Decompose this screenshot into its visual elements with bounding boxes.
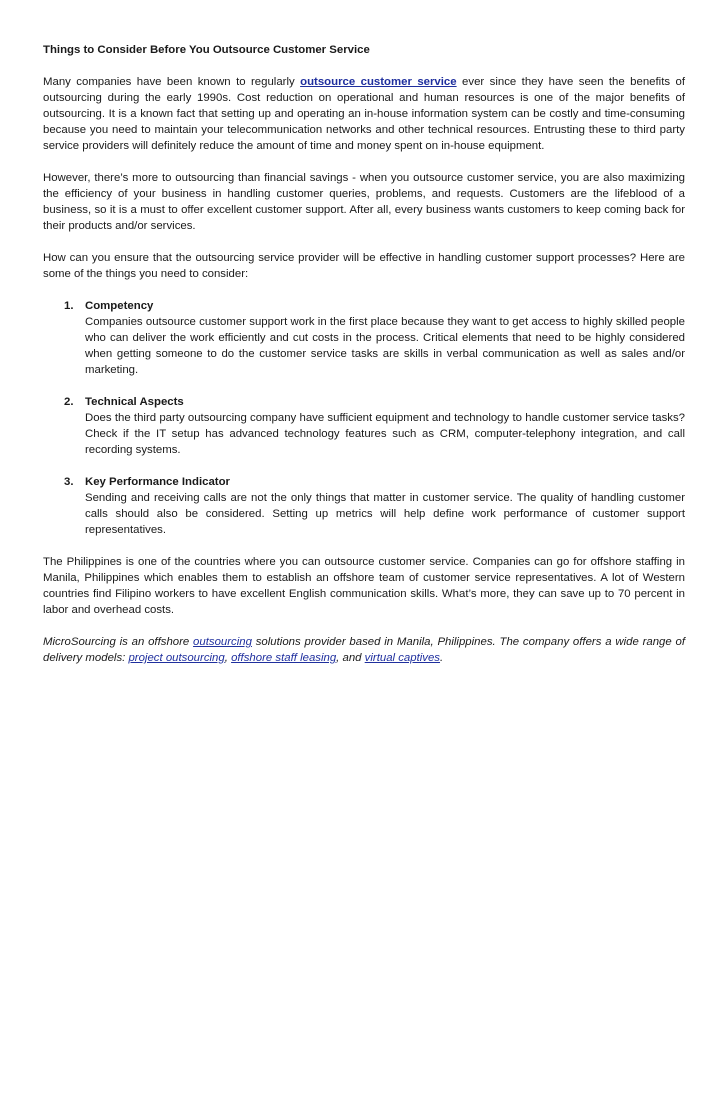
closing-end: . — [440, 652, 444, 664]
savings-paragraph: However, there’s more to outsourcing than financial savings - when you outsource customer service, you are also maximizing the efficiency of your business in handling customer queries, problems, and requests. Customers are the lifeblood of a business, so it is a must to offer excellent customer support. After all, every business wants customers to keep coming back for their products and/or services. — [43, 172, 685, 232]
considerations-list — [43, 298, 685, 538]
list-item-title: Key Performance Indicator — [85, 476, 230, 488]
page-title: Things to Consider Before You Outsource Customer Service — [43, 44, 370, 56]
list-item-body: Sending and receiving calls are not the only things that matter in customer service. The quality of handling customer calls should also be considered. Setting up metrics will help define work performance of customer support representatives. — [85, 492, 685, 536]
intro-text-after: ever since they have seen the benefits of outsourcing during the early 1990s. Cost reduction on operational and human resources is one of the major benefits of outsourcing. It is a known fact that setting up and operating an in-house information system can be costly and time-consuming because you need to maintain your telecommunication networks and other technical resources. Entrusting these to third party service providers will definitely reduce the amount of time and money spent on in-house equipment. — [43, 76, 685, 152]
closing-text-1: MicroSourcing is an offshore — [43, 636, 194, 648]
list-item-body: Does the third party outsourcing company have sufficient equipment and technology to handle customer service tasks? Check if the IT setup has advanced technology features such as CRM, computer-telephony integration, and call recording systems. — [85, 412, 685, 456]
list-item-number: 2. — [64, 396, 74, 408]
question-paragraph: How can you ensure that the outsourcing service provider will be effective in handling customer support processes? Here are some of the things you need to consider: — [43, 252, 685, 280]
list-item-body: Companies outsource customer support work in the first place because they want to get access to highly skilled people who can deliver the work efficiently and cut costs in the process. Critical elements that need to be highly considered when getting someone to do the customer service tasks are skills in verbal communication as well as sales and/or marketing. — [85, 316, 685, 376]
list-item-technical-aspects — [43, 394, 685, 458]
closing-paragraph — [43, 634, 685, 666]
document-page — [43, 42, 685, 682]
outsourcing-link[interactable]: outsourcing — [193, 636, 252, 648]
list-item-kpi — [43, 474, 685, 538]
virtual-captives-link[interactable]: virtual captives — [364, 652, 441, 664]
list-item-title: Competency — [85, 300, 154, 312]
list-item-number: 3. — [64, 476, 74, 488]
list-item-competency — [43, 298, 685, 378]
list-item-number: 1. — [64, 300, 74, 312]
closing-separator-2: , and — [336, 652, 365, 664]
philippines-paragraph: The Philippines is one of the countries where you can outsource customer service. Companies can go for offshore staffing in Manila, Philippines which enables them to establish an offshore team of customer service representatives. A lot of Western countries find Filipino workers to have excellent English communication skills. What’s more, they can save up to 70 percent in labor and overhead costs. — [43, 556, 685, 616]
intro-text-before: Many companies have been known to regularly — [43, 76, 301, 88]
offshore-staff-leasing-link[interactable]: offshore staff leasing — [231, 652, 337, 664]
list-item-title: Technical Aspects — [85, 396, 184, 408]
outsource-customer-service-link[interactable]: outsource customer service — [300, 76, 457, 88]
intro-paragraph — [43, 74, 685, 154]
closing-text-2: solutions provider based in Manila, Philippines. The company offers a wide range of delivery models: — [43, 636, 685, 664]
closing-separator-1: , — [224, 652, 232, 664]
project-outsourcing-link[interactable]: project outsourcing — [128, 652, 225, 664]
